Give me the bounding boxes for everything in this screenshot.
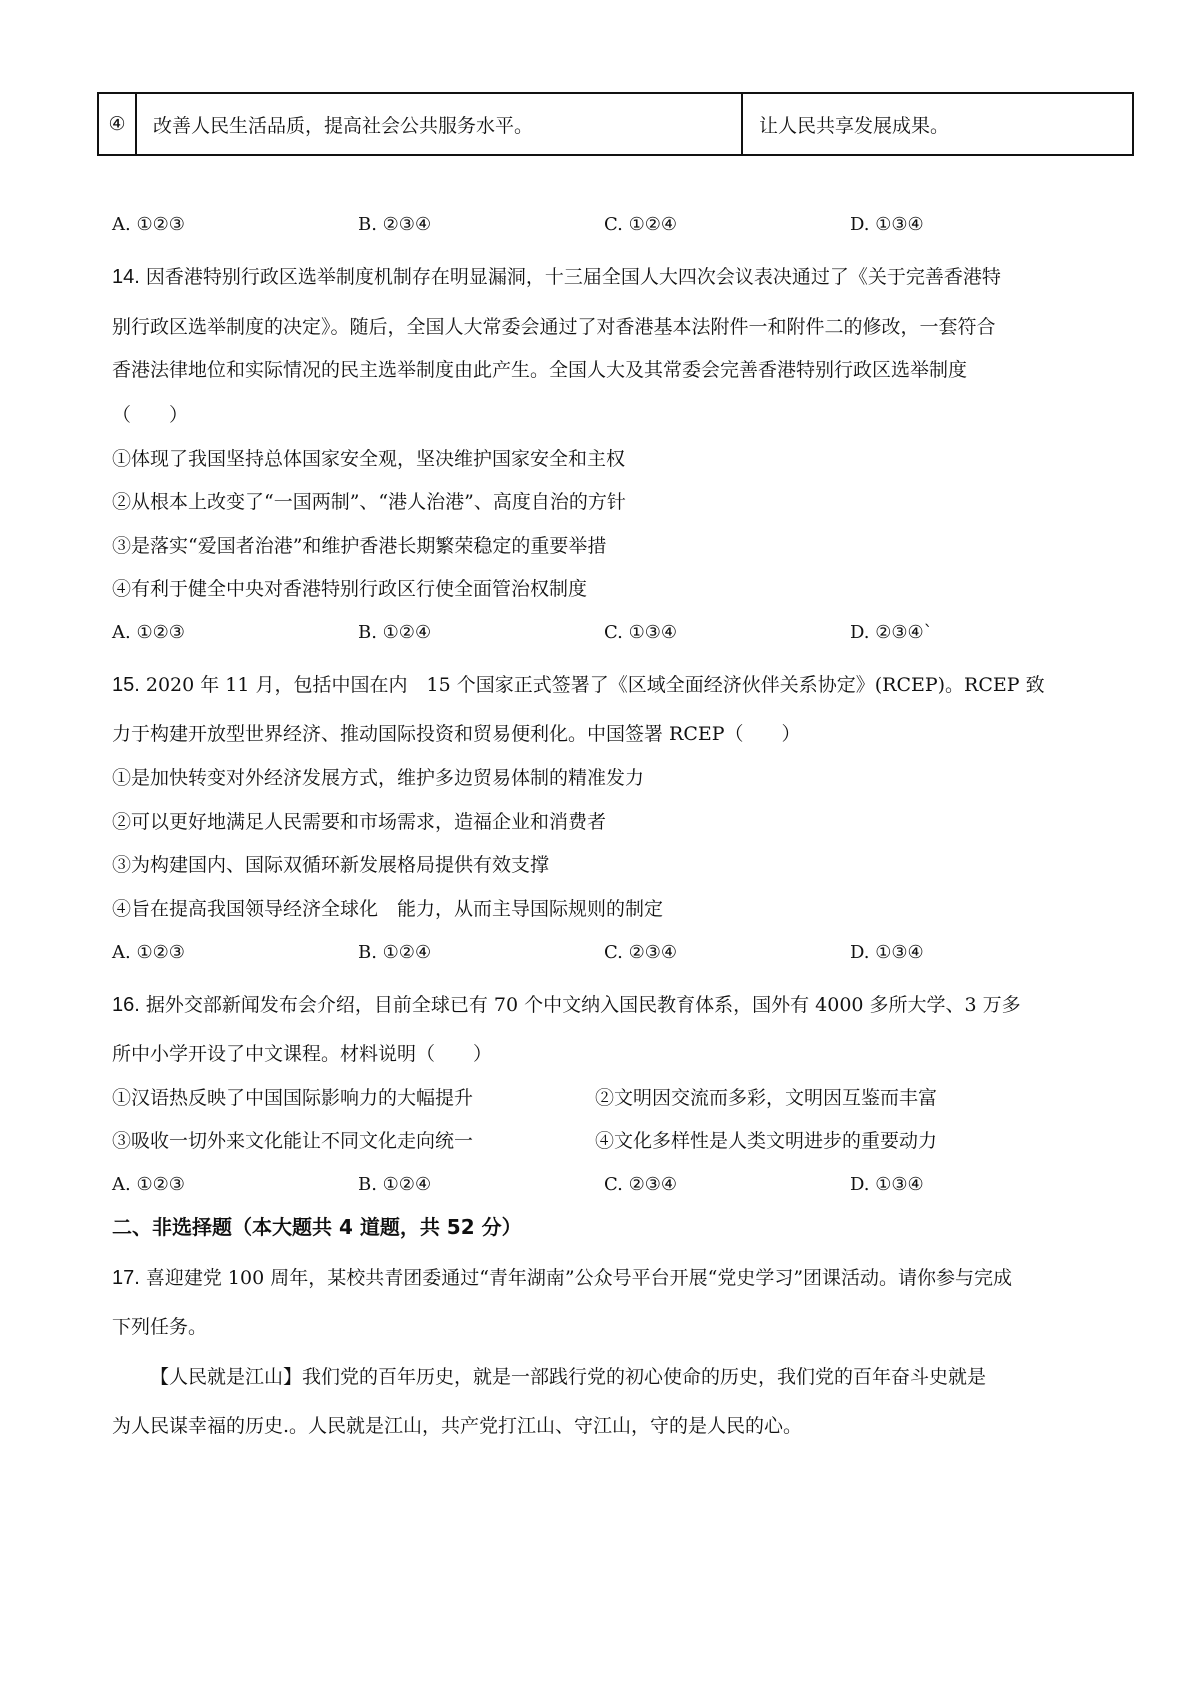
answer-table [97, 92, 1134, 156]
q15-option-c[interactable]: C. ②③④ [604, 942, 677, 963]
q16-number: 16. [112, 994, 140, 1016]
q14-stem-text-1: 因香港特别行政区选举制度机制存在明显漏洞，十三届全国人大四次会议表决通过了《关于完善香港特 [145, 266, 1001, 288]
q16-option-c[interactable]: C. ②③④ [604, 1174, 677, 1195]
q17-stem-text-1: 喜迎建党 100 周年，某校共青团委通过“青年湖南”公众号平台开展“党史学习”团课活动。请你参与完成 [145, 1267, 1013, 1289]
q16-item-4: ④文化多样性是人类文明进步的重要动力 [595, 1130, 938, 1152]
q15-stem-line-1 [112, 672, 1045, 698]
q16-option-b[interactable]: B. ①②④ [358, 1174, 432, 1195]
q16-stem-text-1: 据外交部新闻发布会介绍，目前全球已有 70 个中文纳入国民教育体系，国外有 4000 多所大学、3 万多 [145, 994, 1021, 1016]
q13-options [112, 212, 1112, 238]
q15-options [112, 940, 1112, 966]
q14-option-b[interactable]: B. ①②④ [358, 622, 432, 643]
table-cell-measure: 改善人民生活品质，提高社会公共服务水平。 [136, 93, 742, 155]
q15-stem-line-2: 力于构建开放型世界经济、推动国际投资和贸易便利化。中国签署 RCEP（ ） [112, 723, 801, 745]
q13-option-d[interactable]: D. ①③④ [850, 214, 924, 235]
q14-stem-line-3: 香港法律地位和实际情况的民主选举制度由此产生。全国人大及其常委会完善香港特别行政区选举制度 [112, 359, 968, 381]
q15-number: 15. [112, 674, 140, 696]
q17-material-line-2: 为人民谋幸福的历史.。人民就是江山，共产党打江山、守江山，守的是人民的心。 [112, 1415, 803, 1437]
q13-option-c[interactable]: C. ①②④ [604, 214, 677, 235]
q15-option-a[interactable]: A. ①②③ [112, 942, 185, 963]
q14-option-d[interactable]: D. ②③④` [850, 622, 933, 643]
q15-item-1: ①是加快转变对外经济发展方式，维护多边贸易体制的精准发力 [112, 767, 645, 789]
q17-number: 17. [112, 1267, 140, 1289]
q14-stem-line-1 [112, 264, 1001, 290]
q14-item-1: ①体现了我国坚持总体国家安全观，坚决维护国家安全和主权 [112, 448, 626, 470]
q14-stem-line-2: 别行政区选举制度的决定》。随后，全国人大常委会通过了对香港基本法附件一和附件二的修改，一套符合 [112, 316, 996, 338]
q15-option-d[interactable]: D. ①③④ [850, 942, 924, 963]
q16-option-a[interactable]: A. ①②③ [112, 1174, 185, 1195]
q14-option-c[interactable]: C. ①③④ [604, 622, 677, 643]
q17-stem-line-1 [112, 1265, 1012, 1291]
q16-stem-line-1 [112, 992, 1021, 1018]
q14-option-a[interactable]: A. ①②③ [112, 622, 185, 643]
q15-item-2: ②可以更好地满足人民需要和市场需求，造福企业和消费者 [112, 811, 607, 833]
table-cell-number: ④ [98, 93, 136, 155]
q14-number: 14. [112, 266, 140, 288]
table-row [98, 93, 1133, 155]
q16-item-1: ①汉语热反映了中国国际影响力的大幅提升 [112, 1087, 474, 1109]
q13-option-b[interactable]: B. ②③④ [358, 214, 432, 235]
q17-stem-line-2: 下列任务。 [112, 1316, 208, 1338]
q16-option-d[interactable]: D. ①③④ [850, 1174, 924, 1195]
q14-answer-blank: （ ） [112, 404, 189, 426]
q14-item-4: ④有利于健全中央对香港特别行政区行使全面管治权制度 [112, 578, 588, 600]
q15-item-4: ④旨在提高我国领导经济全球化 能力，从而主导国际规则的制定 [112, 898, 664, 920]
q14-options [112, 620, 1112, 646]
q16-options [112, 1172, 1112, 1198]
q15-item-3: ③为构建国内、国际双循环新发展格局提供有效支撑 [112, 854, 550, 876]
q13-option-a[interactable]: A. ①②③ [112, 214, 185, 235]
q17-material-line-1: 【人民就是江山】我们党的百年历史，就是一部践行党的初心使命的历史，我们党的百年奋斗史就是 [150, 1366, 987, 1388]
q16-stem-line-2: 所中小学开设了中文课程。材料说明（ ） [112, 1043, 493, 1065]
q14-item-3: ③是落实“爱国者治港”和维护香港长期繁荣稳定的重要举措 [112, 535, 607, 557]
q15-stem-text-1: 2020 年 11 月，包括中国在内 15 个国家正式签署了《区域全面经济伙伴关系协定》(RCEP)。RCEP 致 [145, 674, 1045, 696]
section-title-non-choice: 二、非选择题（本大题共 4 道题，共 52 分） [112, 1215, 522, 1239]
q15-option-b[interactable]: B. ①②④ [358, 942, 432, 963]
q16-item-3: ③吸收一切外来文化能让不同文化走向统一 [112, 1130, 474, 1152]
table-cell-purpose: 让人民共享发展成果。 [742, 93, 1133, 155]
q16-item-2: ②文明因交流而多彩，文明因互鉴而丰富 [595, 1087, 938, 1109]
q14-item-2: ②从根本上改变了“一国两制”、“港人治港”、高度自治的方针 [112, 491, 626, 513]
